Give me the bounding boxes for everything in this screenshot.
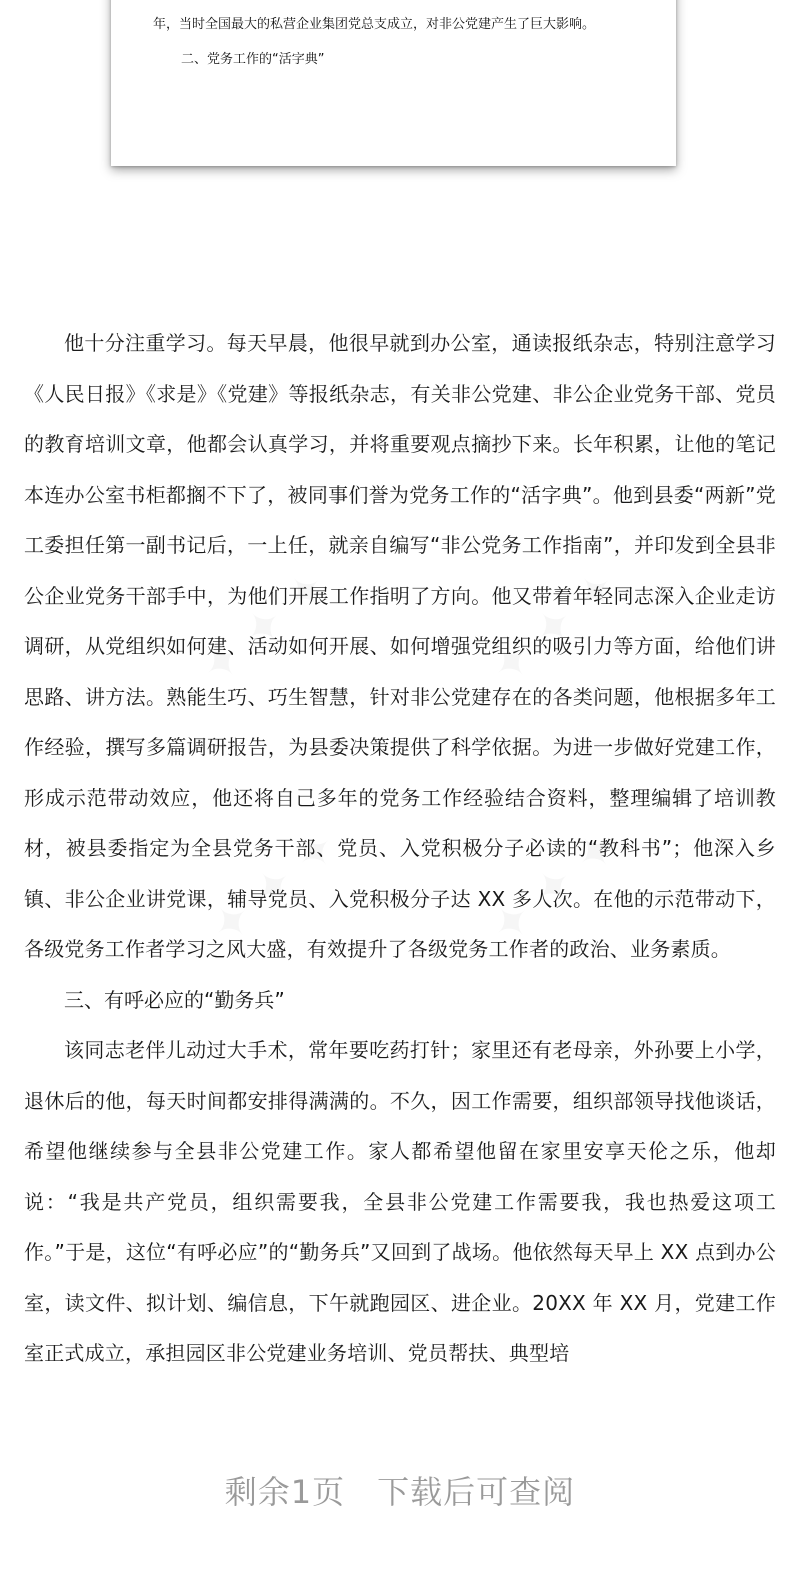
preview-heading: 二、党务工作的“活字典” bbox=[181, 52, 325, 67]
download-to-view-label: 下载后可查阅 bbox=[377, 1473, 576, 1511]
article-body bbox=[24, 318, 776, 1379]
article-paragraph: 他十分注重学习。每天早晨，他很早就到办公室，通读报纸杂志，特别注意学习《人民日报》《求是》《党建》等报纸杂志，有关非公党建、非公企业党务干部、党员的教育培训文章，他都会认真学习，并将重要观点摘抄下来。长年积累，让他的笔记本连办公室书柜都搁不下了，被同事们誉为党务工作的“活字典”。他到县委“两新”党工委担任第一副书记后，一上任，就亲自编写“非公党务工作指南”，并印发到全县非公企业党务干部手中，为他们开展工作指明了方向。他又带着年轻同志深入企业走访调研，从党组织如何建、活动如何开展、如何增强党组织的吸引力等方面，给他们讲思路、讲方法。熟能生巧、巧生智慧，针对非公党建存在的各类问题，他根据多年工作经验，撰写多篇调研报告，为县委决策提供了科学依据。为进一步做好党建工作，形成示范带动效应，他还将自己多年的党务工作经验结合资料，整理编辑了培训教材，被县委指定为全县党务干部、党员、入党积极分子必读的“教科书”；他深入乡镇、非公企业讲党课，辅导党员、入党积极分子达 XX 多人次。在他的示范带动下，各级党务工作者学习之风大盛，有效提升了各级党务工作者的政治、业务素质。 bbox=[24, 331, 776, 961]
article-paragraph: 该同志老伴儿动过大手术，常年要吃药打针；家里还有老母亲，外孙要上小学，退休后的他，每天时间都安排得满满的。不久，因工作需要，组织部领导找他谈话，希望他继续参与全县非公党建工作。家人都希望他留在家里安享天伦之乐，他却说：“我是共产党员，组织需要我，全县非公党建工作需要我，我也热爱这项工作。”于是，这位“有呼必应”的“勤务兵”又回到了战场。他依然每天早上 XX 点到办公室，读文件、拟计划、编信息，下午就跑园区、进企业。20XX 年 XX 月，党建工作室正式成立，承担园区非公党建业务培训、党员帮扶、典型培 bbox=[24, 1038, 776, 1365]
preview-line-cut bbox=[153, 0, 647, 12]
download-notice[interactable] bbox=[0, 1467, 800, 1513]
preview-page-card bbox=[111, 0, 676, 166]
remaining-pages-label: 剩余1页 bbox=[224, 1473, 346, 1511]
section-heading: 三、有呼必应的“勤务兵” bbox=[64, 987, 285, 1012]
preview-line: 年，当时全国最大的私营企业集团党总支成立，对非公党建产生了巨大影响。 bbox=[153, 17, 596, 32]
